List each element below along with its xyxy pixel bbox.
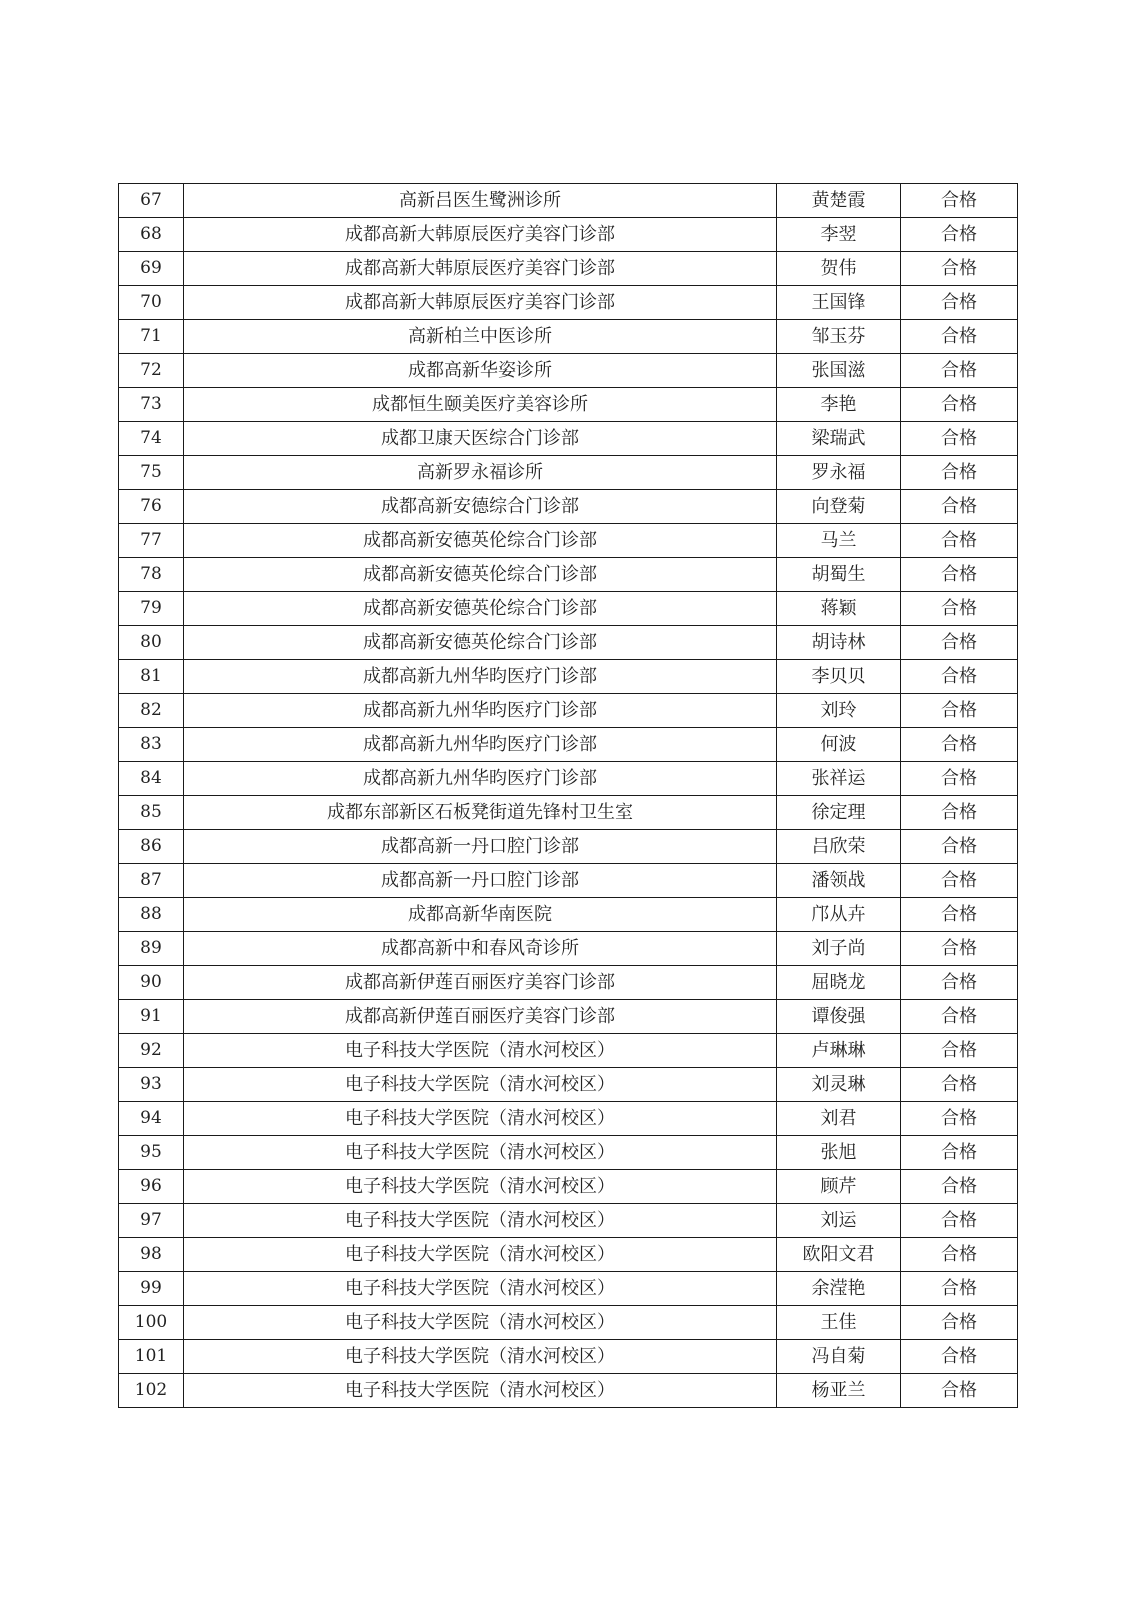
person-name: 卢琳琳 <box>777 1034 901 1068</box>
person-name: 屈晓龙 <box>777 966 901 1000</box>
person-name: 潘领战 <box>777 864 901 898</box>
row-number: 98 <box>119 1238 184 1272</box>
person-name: 邹玉芬 <box>777 320 901 354</box>
row-number: 87 <box>119 864 184 898</box>
person-name: 罗永福 <box>777 456 901 490</box>
table-row <box>119 932 1018 966</box>
table-row <box>119 626 1018 660</box>
result-status: 合格 <box>901 1170 1018 1204</box>
table-row <box>119 1034 1018 1068</box>
institution-name: 成都高新九州华昀医疗门诊部 <box>184 660 777 694</box>
institution-name: 成都高新安德英伦综合门诊部 <box>184 558 777 592</box>
row-number: 79 <box>119 592 184 626</box>
person-name: 李贝贝 <box>777 660 901 694</box>
table-row <box>119 728 1018 762</box>
person-name: 吕欣荣 <box>777 830 901 864</box>
row-number: 80 <box>119 626 184 660</box>
result-status: 合格 <box>901 1340 1018 1374</box>
table-row <box>119 1204 1018 1238</box>
person-name: 余滢艳 <box>777 1272 901 1306</box>
row-number: 92 <box>119 1034 184 1068</box>
results-table-body <box>119 184 1018 1408</box>
table-row <box>119 592 1018 626</box>
row-number: 88 <box>119 898 184 932</box>
table-row <box>119 796 1018 830</box>
table-row <box>119 1238 1018 1272</box>
row-number: 86 <box>119 830 184 864</box>
institution-name: 高新柏兰中医诊所 <box>184 320 777 354</box>
result-status: 合格 <box>901 456 1018 490</box>
table-row <box>119 456 1018 490</box>
table-row <box>119 218 1018 252</box>
person-name: 何波 <box>777 728 901 762</box>
table-row <box>119 830 1018 864</box>
institution-name: 成都高新安德英伦综合门诊部 <box>184 626 777 660</box>
results-table <box>118 183 1018 1408</box>
row-number: 82 <box>119 694 184 728</box>
result-status: 合格 <box>901 1068 1018 1102</box>
table-row <box>119 1374 1018 1408</box>
result-status: 合格 <box>901 354 1018 388</box>
institution-name: 电子科技大学医院（清水河校区） <box>184 1374 777 1408</box>
result-status: 合格 <box>901 898 1018 932</box>
result-status: 合格 <box>901 1000 1018 1034</box>
table-row <box>119 558 1018 592</box>
institution-name: 成都高新大韩原辰医疗美容门诊部 <box>184 252 777 286</box>
result-status: 合格 <box>901 932 1018 966</box>
institution-name: 成都高新安德英伦综合门诊部 <box>184 592 777 626</box>
table-row <box>119 1306 1018 1340</box>
row-number: 89 <box>119 932 184 966</box>
institution-name: 电子科技大学医院（清水河校区） <box>184 1034 777 1068</box>
table-row <box>119 388 1018 422</box>
result-status: 合格 <box>901 864 1018 898</box>
person-name: 胡诗林 <box>777 626 901 660</box>
result-status: 合格 <box>901 1306 1018 1340</box>
institution-name: 成都高新华南医院 <box>184 898 777 932</box>
row-number: 72 <box>119 354 184 388</box>
table-row <box>119 694 1018 728</box>
result-status: 合格 <box>901 626 1018 660</box>
table-row <box>119 1102 1018 1136</box>
table-row <box>119 524 1018 558</box>
row-number: 85 <box>119 796 184 830</box>
person-name: 王佳 <box>777 1306 901 1340</box>
row-number: 68 <box>119 218 184 252</box>
institution-name: 高新吕医生鹭洲诊所 <box>184 184 777 218</box>
row-number: 67 <box>119 184 184 218</box>
person-name: 向登菊 <box>777 490 901 524</box>
person-name: 黄楚霞 <box>777 184 901 218</box>
row-number: 100 <box>119 1306 184 1340</box>
table-row <box>119 1000 1018 1034</box>
institution-name: 电子科技大学医院（清水河校区） <box>184 1170 777 1204</box>
result-status: 合格 <box>901 1136 1018 1170</box>
table-row <box>119 184 1018 218</box>
person-name: 梁瑞武 <box>777 422 901 456</box>
row-number: 93 <box>119 1068 184 1102</box>
row-number: 70 <box>119 286 184 320</box>
row-number: 101 <box>119 1340 184 1374</box>
result-status: 合格 <box>901 1238 1018 1272</box>
institution-name: 电子科技大学医院（清水河校区） <box>184 1068 777 1102</box>
row-number: 90 <box>119 966 184 1000</box>
institution-name: 成都高新安德综合门诊部 <box>184 490 777 524</box>
institution-name: 电子科技大学医院（清水河校区） <box>184 1340 777 1374</box>
result-status: 合格 <box>901 490 1018 524</box>
institution-name: 成都高新一丹口腔门诊部 <box>184 864 777 898</box>
table-row <box>119 1068 1018 1102</box>
person-name: 张旭 <box>777 1136 901 1170</box>
row-number: 91 <box>119 1000 184 1034</box>
table-row <box>119 286 1018 320</box>
institution-name: 成都卫康天医综合门诊部 <box>184 422 777 456</box>
row-number: 96 <box>119 1170 184 1204</box>
result-status: 合格 <box>901 1102 1018 1136</box>
person-name: 刘玲 <box>777 694 901 728</box>
institution-name: 成都高新伊莲百丽医疗美容门诊部 <box>184 966 777 1000</box>
result-status: 合格 <box>901 1272 1018 1306</box>
result-status: 合格 <box>901 252 1018 286</box>
result-status: 合格 <box>901 320 1018 354</box>
person-name: 王国锋 <box>777 286 901 320</box>
person-name: 刘灵琳 <box>777 1068 901 1102</box>
person-name: 李翌 <box>777 218 901 252</box>
person-name: 贺伟 <box>777 252 901 286</box>
person-name: 蒋颖 <box>777 592 901 626</box>
institution-name: 成都恒生颐美医疗美容诊所 <box>184 388 777 422</box>
result-status: 合格 <box>901 1374 1018 1408</box>
table-row <box>119 252 1018 286</box>
table-row <box>119 354 1018 388</box>
row-number: 97 <box>119 1204 184 1238</box>
person-name: 欧阳文君 <box>777 1238 901 1272</box>
row-number: 76 <box>119 490 184 524</box>
institution-name: 成都高新中和春风奇诊所 <box>184 932 777 966</box>
table-row <box>119 1340 1018 1374</box>
result-status: 合格 <box>901 660 1018 694</box>
row-number: 94 <box>119 1102 184 1136</box>
institution-name: 成都东部新区石板凳街道先锋村卫生室 <box>184 796 777 830</box>
result-status: 合格 <box>901 388 1018 422</box>
table-row <box>119 966 1018 1000</box>
institution-name: 高新罗永福诊所 <box>184 456 777 490</box>
row-number: 102 <box>119 1374 184 1408</box>
row-number: 99 <box>119 1272 184 1306</box>
result-status: 合格 <box>901 422 1018 456</box>
row-number: 69 <box>119 252 184 286</box>
table-row <box>119 898 1018 932</box>
institution-name: 成都高新伊莲百丽医疗美容门诊部 <box>184 1000 777 1034</box>
result-status: 合格 <box>901 558 1018 592</box>
institution-name: 电子科技大学医院（清水河校区） <box>184 1272 777 1306</box>
institution-name: 电子科技大学医院（清水河校区） <box>184 1136 777 1170</box>
result-status: 合格 <box>901 592 1018 626</box>
person-name: 李艳 <box>777 388 901 422</box>
institution-name: 成都高新九州华昀医疗门诊部 <box>184 728 777 762</box>
result-status: 合格 <box>901 694 1018 728</box>
table-row <box>119 490 1018 524</box>
row-number: 83 <box>119 728 184 762</box>
person-name: 马兰 <box>777 524 901 558</box>
institution-name: 成都高新大韩原辰医疗美容门诊部 <box>184 218 777 252</box>
table-row <box>119 422 1018 456</box>
person-name: 张国滋 <box>777 354 901 388</box>
table-row <box>119 660 1018 694</box>
institution-name: 电子科技大学医院（清水河校区） <box>184 1204 777 1238</box>
institution-name: 成都高新安德英伦综合门诊部 <box>184 524 777 558</box>
person-name: 徐定理 <box>777 796 901 830</box>
person-name: 邝从卉 <box>777 898 901 932</box>
person-name: 冯自菊 <box>777 1340 901 1374</box>
row-number: 71 <box>119 320 184 354</box>
table-row <box>119 864 1018 898</box>
table-row <box>119 1272 1018 1306</box>
person-name: 谭俊强 <box>777 1000 901 1034</box>
result-status: 合格 <box>901 966 1018 1000</box>
row-number: 95 <box>119 1136 184 1170</box>
institution-name: 电子科技大学医院（清水河校区） <box>184 1306 777 1340</box>
row-number: 84 <box>119 762 184 796</box>
table-row <box>119 762 1018 796</box>
person-name: 刘君 <box>777 1102 901 1136</box>
result-status: 合格 <box>901 184 1018 218</box>
person-name: 顾芹 <box>777 1170 901 1204</box>
row-number: 78 <box>119 558 184 592</box>
row-number: 74 <box>119 422 184 456</box>
result-status: 合格 <box>901 762 1018 796</box>
institution-name: 电子科技大学医院（清水河校区） <box>184 1238 777 1272</box>
result-status: 合格 <box>901 1204 1018 1238</box>
person-name: 刘运 <box>777 1204 901 1238</box>
person-name: 胡蜀生 <box>777 558 901 592</box>
table-row <box>119 1136 1018 1170</box>
table-row <box>119 320 1018 354</box>
result-status: 合格 <box>901 1034 1018 1068</box>
institution-name: 成都高新一丹口腔门诊部 <box>184 830 777 864</box>
result-status: 合格 <box>901 796 1018 830</box>
row-number: 73 <box>119 388 184 422</box>
result-status: 合格 <box>901 830 1018 864</box>
result-status: 合格 <box>901 728 1018 762</box>
result-status: 合格 <box>901 218 1018 252</box>
result-status: 合格 <box>901 524 1018 558</box>
institution-name: 成都高新九州华昀医疗门诊部 <box>184 762 777 796</box>
institution-name: 成都高新华姿诊所 <box>184 354 777 388</box>
row-number: 77 <box>119 524 184 558</box>
institution-name: 成都高新九州华昀医疗门诊部 <box>184 694 777 728</box>
row-number: 75 <box>119 456 184 490</box>
result-status: 合格 <box>901 286 1018 320</box>
table-row <box>119 1170 1018 1204</box>
person-name: 刘子尚 <box>777 932 901 966</box>
institution-name: 电子科技大学医院（清水河校区） <box>184 1102 777 1136</box>
person-name: 杨亚兰 <box>777 1374 901 1408</box>
person-name: 张祥运 <box>777 762 901 796</box>
institution-name: 成都高新大韩原辰医疗美容门诊部 <box>184 286 777 320</box>
row-number: 81 <box>119 660 184 694</box>
